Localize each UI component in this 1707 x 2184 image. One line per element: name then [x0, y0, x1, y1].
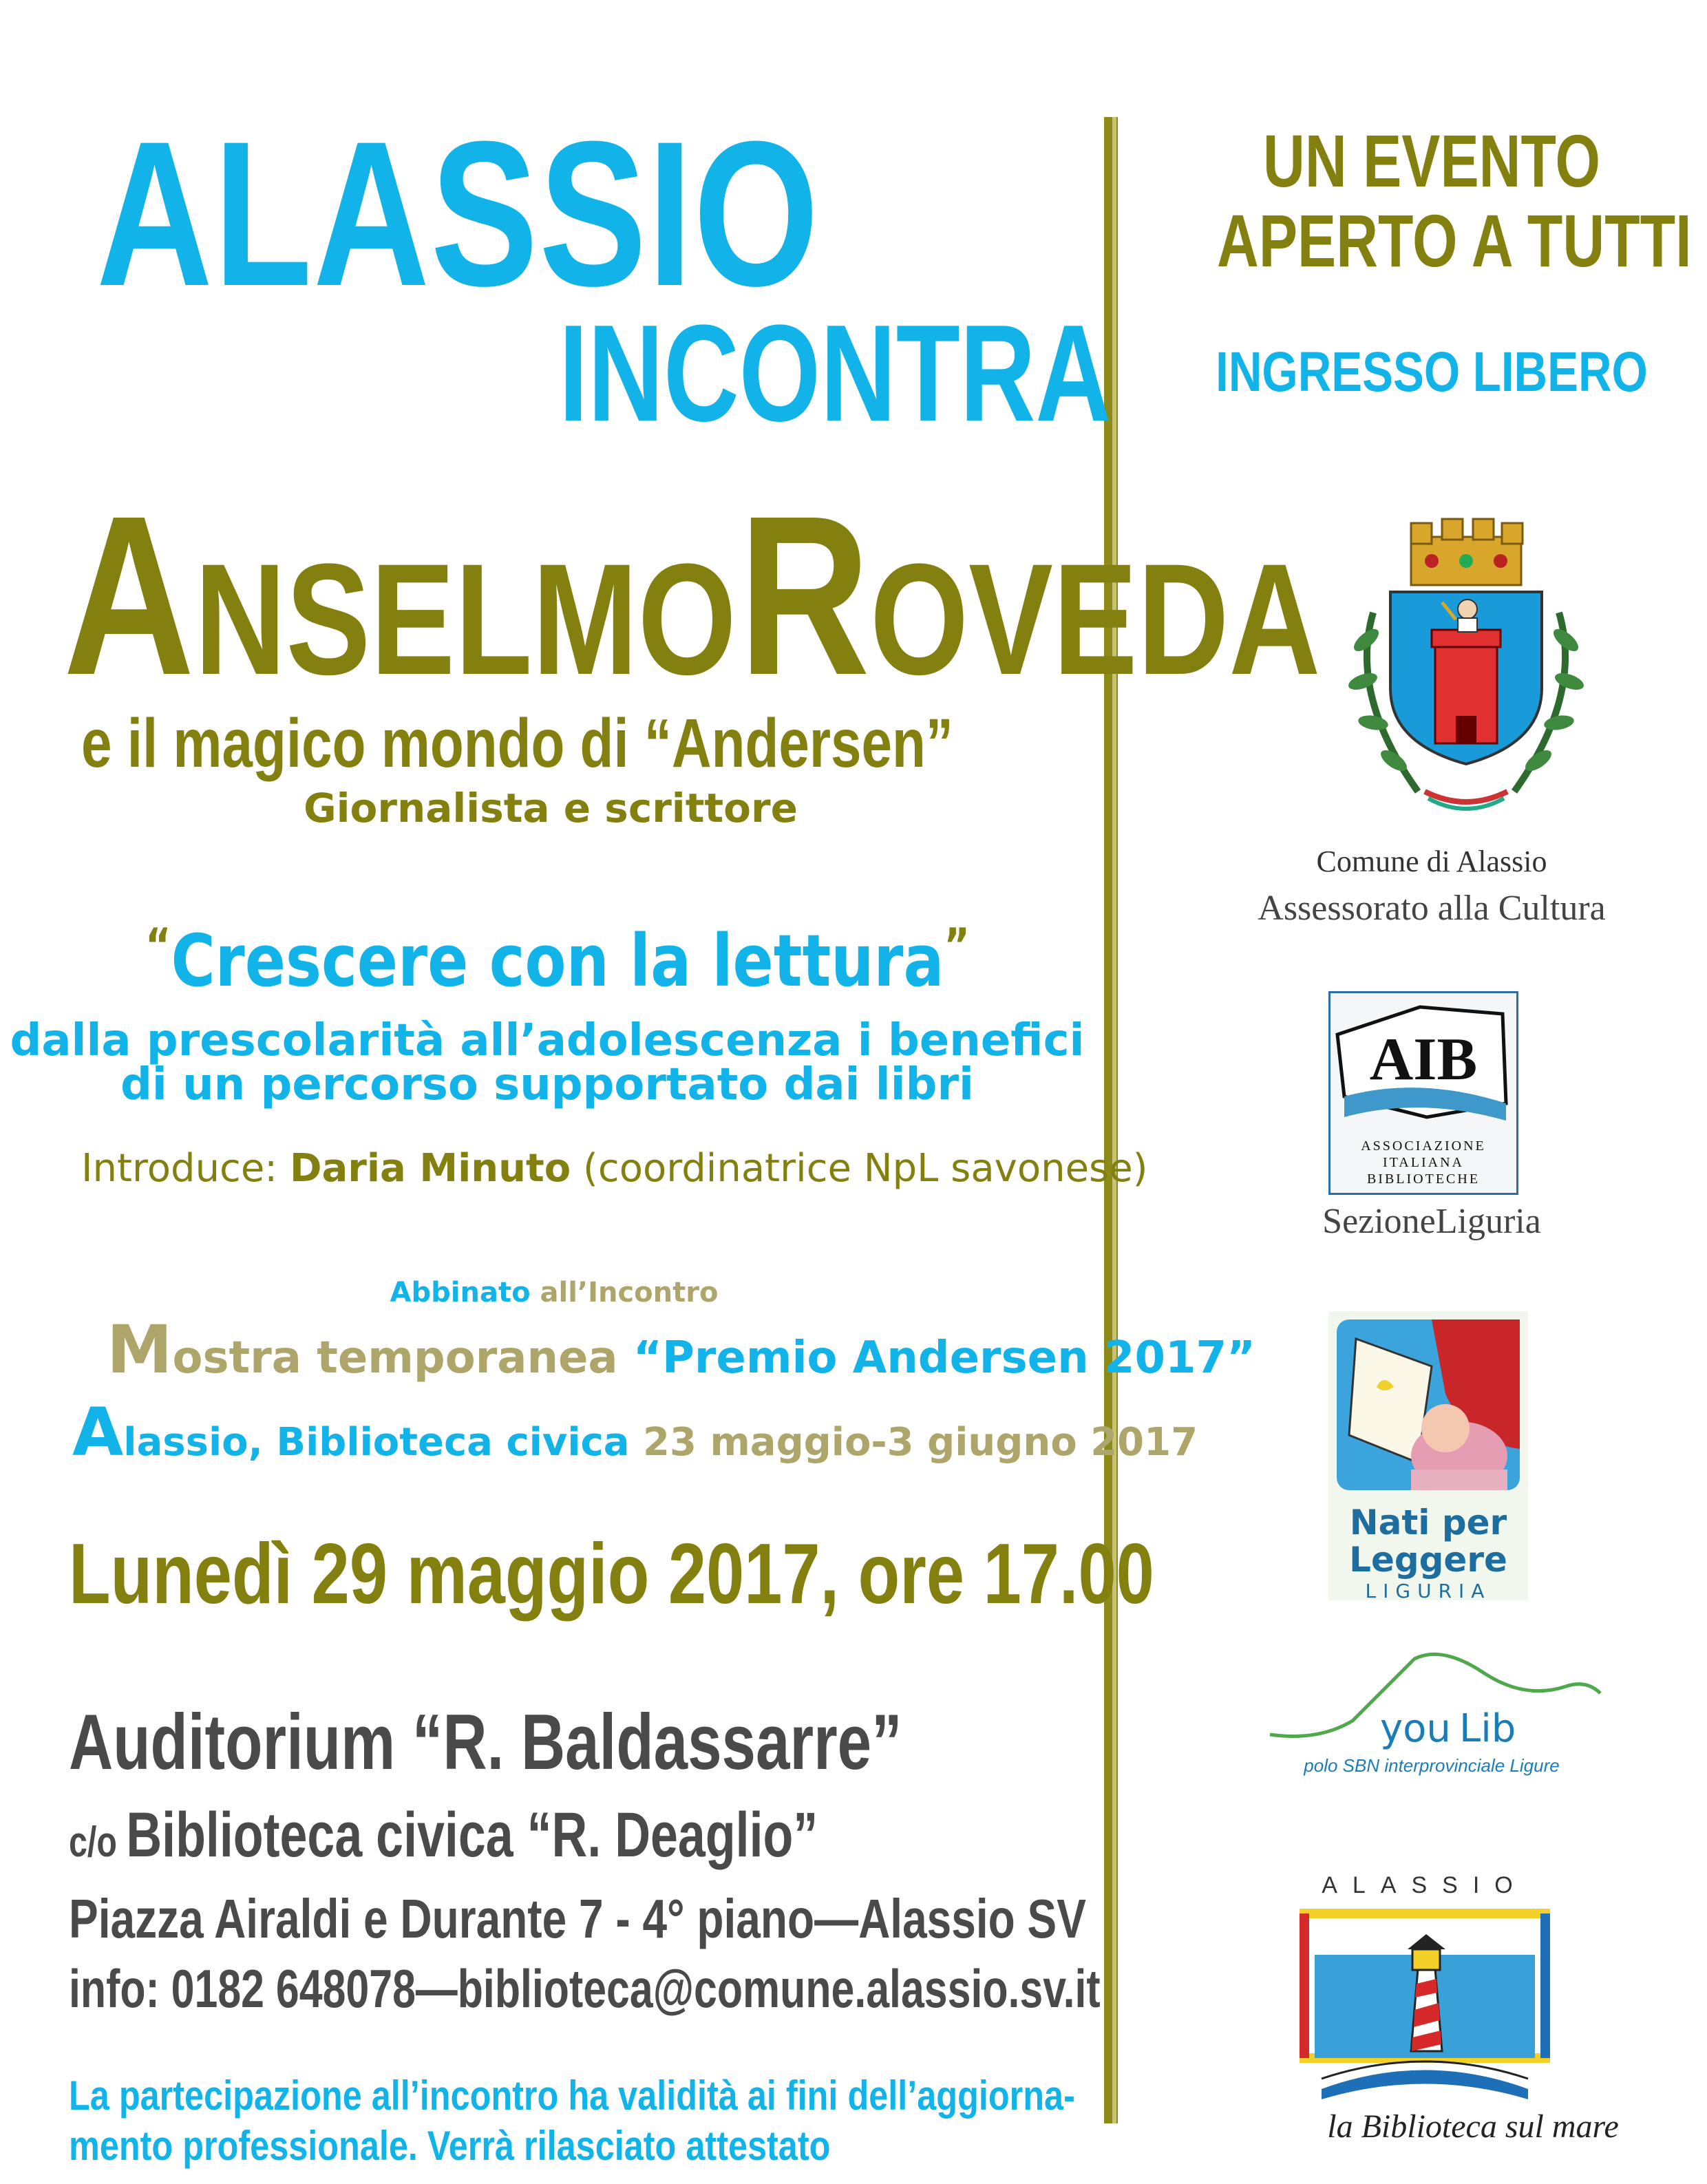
comune-assessorato: Assessorato alla Cultura: [1258, 889, 1606, 928]
exhibit-abbinato: Abbinato: [390, 1277, 531, 1308]
talk-description-line1: dalla prescolarità all’adolescenza i benefici: [10, 1015, 1085, 1066]
aib-line2: ITALIANA: [1383, 1155, 1464, 1170]
youlib-caption: polo SBN interprovinciale Ligure: [1304, 1755, 1560, 1776]
exhibit-place: [72, 1394, 1198, 1471]
event-date-time: Lunedì 29 maggio 2017, ore 17.00: [69, 1527, 1154, 1622]
talk-description-line2: di un percorso supportato dai libri: [120, 1059, 974, 1110]
footnote-line2: mento professionale. Verrà rilasciato attestato: [69, 2123, 831, 2169]
comune-coat-of-arms-logo: [1308, 516, 1624, 826]
youlib-you: you: [1380, 1706, 1451, 1751]
aib-line1: ASSOCIAZIONE: [1361, 1138, 1486, 1154]
exhibit-place-rest: lassio, Biblioteca civica: [123, 1420, 644, 1465]
speaker-name: [63, 468, 1321, 722]
introduce-detail: (coordinatrice NpL savonese): [571, 1146, 1148, 1191]
exhibit-mostra-rest: ostra temporanea: [172, 1333, 633, 1383]
vertical-divider-highlight: [1112, 117, 1116, 2123]
talk-title-text: Crescere con la lettura: [171, 919, 944, 1003]
introduce-line: [81, 1146, 1148, 1191]
speaker-subtitle: e il magico mondo di “Andersen”: [81, 705, 953, 782]
footnote-line1: La partecipazione all’incontro ha validità ai fini dell’aggiorna-: [69, 2072, 1075, 2119]
free-entry: INGRESSO LIBERO: [1216, 341, 1648, 403]
close-quote: ”: [944, 919, 970, 973]
speaker-first-rest: NSELMO: [194, 531, 736, 708]
aib-line3: BIBLIOTECHE: [1366, 1171, 1481, 1187]
open-event-line2: APERTO A TUTTI: [1217, 199, 1692, 282]
aib-logo: [1328, 991, 1518, 1195]
talk-title: [89, 919, 1026, 1003]
exhibit-mostra: [107, 1311, 1255, 1388]
npl-line3: LIGURIA: [1365, 1580, 1492, 1602]
introduce-label: Introduce:: [81, 1146, 290, 1191]
open-quote: “: [145, 919, 171, 973]
lighthouse-logo: [1294, 1907, 1556, 2106]
speaker-initial-r: R: [739, 468, 871, 722]
exhibit-mostra-initial: M: [107, 1311, 173, 1388]
speaker-last-rest: OVEDA: [870, 531, 1321, 708]
child-reading-icon: [1328, 1311, 1528, 1497]
title-incontra: INCONTRA: [559, 297, 1112, 450]
exhibit-dates: 23 maggio-3 giugno 2017: [643, 1420, 1198, 1465]
aib-section: SezioneLiguria: [1322, 1202, 1541, 1241]
aib-letters: AIB: [1369, 1026, 1478, 1093]
biblioteca-logo-title: ALASSIO: [1322, 1872, 1528, 1898]
speaker-initial-a: A: [63, 468, 195, 722]
exhibit-incontro: all’Incontro: [530, 1277, 719, 1308]
open-event-line1: UN EVENTO: [1263, 119, 1600, 202]
venue-address: Piazza Airaldi e Durante 7 - 4° piano—Alassio SV: [69, 1888, 1086, 1949]
venue-library-name: Biblioteca civica “R. Deaglio”: [126, 1800, 818, 1870]
exhibit-place-initial: A: [72, 1394, 124, 1471]
aib-book-icon: [1330, 993, 1516, 1193]
footnote: [69, 2070, 1075, 2171]
comune-name: Comune di Alassio: [1316, 845, 1547, 878]
exhibit-mostra-title: “Premio Andersen 2017”: [633, 1333, 1256, 1383]
venue-library: [69, 1800, 818, 1870]
npl-line1: Nati per: [1349, 1503, 1507, 1542]
biblioteca-logo-caption: la Biblioteca sul mare: [1327, 2108, 1619, 2145]
introduce-name: Daria Minuto: [289, 1146, 571, 1191]
exhibit-intro: [0, 1277, 1108, 1308]
nati-per-leggere-logo: [1328, 1311, 1528, 1600]
contact-info: info: 0182 648078—biblioteca@comune.alassio.sv.it: [69, 1958, 1101, 2019]
title-alassio: ALASSIO: [96, 98, 820, 329]
venue-co-prefix: c/o: [69, 1819, 127, 1866]
venue-auditorium: Auditorium “R. Baldassarre”: [69, 1699, 902, 1786]
speaker-role: Giornalista e scrittore: [304, 785, 798, 831]
youlib-logo: [1263, 1645, 1607, 1755]
youlib-lib: Lib: [1459, 1706, 1516, 1751]
npl-line2: Leggere: [1349, 1540, 1507, 1580]
talk-description: [0, 1015, 1094, 1110]
